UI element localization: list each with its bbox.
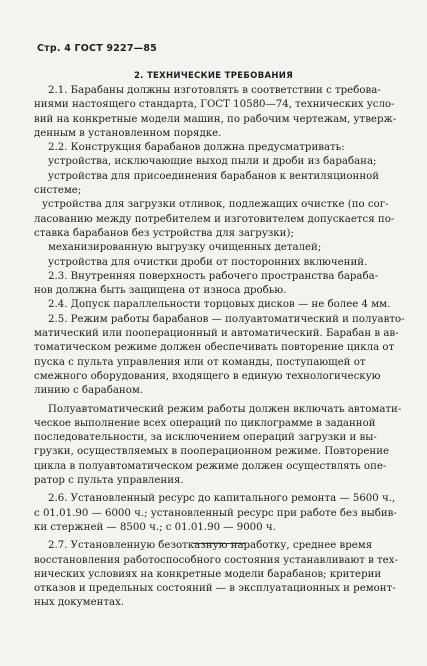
- text-line: ниями настоящего стандарта, ГОСТ 10580—74, технических усло-: [34, 99, 395, 111]
- text-line: системе;: [34, 185, 82, 197]
- text-line: линию с барабаном.: [34, 385, 143, 397]
- section-title: 2. ТЕХНИЧЕСКИЕ ТРЕБОВАНИЯ: [133, 71, 294, 81]
- text-line: томатическом режиме должен обеспечивать повторение цикла от: [34, 342, 395, 354]
- text-line: отказов и предельных состояний — в эксплуатационных и ремонт-: [34, 583, 396, 595]
- text-line: механизированную выгрузку очищенных деталей;: [48, 242, 322, 254]
- running-head: Стр. 4 ГОСТ 9227—85: [37, 43, 157, 54]
- text-line: ратор с пульта управления.: [34, 475, 184, 487]
- text-line: ческое выполнение всех операций по циклограмме в заданной: [34, 417, 376, 429]
- text-line: 2.4. Допуск параллельности торцовых дисков — не более 4 мм.: [48, 299, 391, 311]
- text-line: 2.2. Конструкция барабанов должна предусматривать:: [48, 142, 345, 154]
- text-line: 2.7. Установленную безотказную наработку, среднее время: [48, 540, 373, 552]
- text-line: Полуавтоматический режим работы должен включать автомати-: [48, 403, 402, 415]
- text-line: устройства для очистки дроби от посторонних включений.: [48, 256, 368, 268]
- text-line: пуска с пульта управления или от команды, поступающей от: [34, 356, 366, 368]
- text-line: нических условиях на конкретные модели барабанов; критерии: [34, 568, 382, 580]
- text-line: устройства, исключающие выход пыли и дроби из барабана;: [48, 156, 377, 168]
- text-line: цикла в полуавтоматическом режиме должен осуществлять опе-: [34, 460, 387, 472]
- text-line: матический или пооперационный и автоматический. Барабан в ав-: [34, 328, 399, 340]
- text-line: ных документах.: [34, 597, 125, 609]
- text-line: ласованию между потребителем и изготовителем допускается по-: [34, 213, 395, 225]
- text-line: вий на конкретные модели машин, по рабочим чертежам, утверж-: [34, 113, 397, 125]
- end-rule: [193, 543, 245, 544]
- text-line: смежного оборудования, входящего в единую технологическую: [34, 370, 381, 382]
- text-line: последовательности, за исключением операций загрузки и вы-: [34, 432, 377, 444]
- text-line: ки стержней — 8500 ч.; с 01.01.90 — 9000 ч.: [34, 521, 276, 533]
- text-line: 2.5. Режим работы барабанов — полуавтоматический и полуавто-: [48, 313, 405, 325]
- text-line: восстановления работоспособного состояния устанавливают в тех-: [34, 554, 398, 566]
- text-line: денным в установленном порядке.: [34, 127, 222, 139]
- text-line: устройства для загрузки отливок, подлежащих очистке (по сог-: [42, 199, 389, 211]
- text-line: ставка барабанов без устройства для загрузки);: [34, 227, 294, 239]
- text-line: устройства для присоединения барабанов к вентиляционной: [48, 170, 380, 182]
- text-line: 2.6. Установленный ресурс до капитального ремонта — 5600 ч.,: [48, 493, 396, 505]
- text-line: грузки, осуществляемых в пооперационном режиме. Повторение: [34, 446, 390, 458]
- text-line: 2.1. Барабаны должны изготовлять в соответствии с требова-: [48, 85, 381, 96]
- text-line: нов должна быть защищена от износа дробью.: [34, 285, 287, 297]
- text-line: с 01.01.90 — 6000 ч.; установленный ресурс при работе без выбив-: [34, 507, 397, 519]
- text-line: 2.3. Внутренняя поверхность рабочего пространства бараба-: [48, 270, 379, 282]
- section-body: [34, 84, 406, 611]
